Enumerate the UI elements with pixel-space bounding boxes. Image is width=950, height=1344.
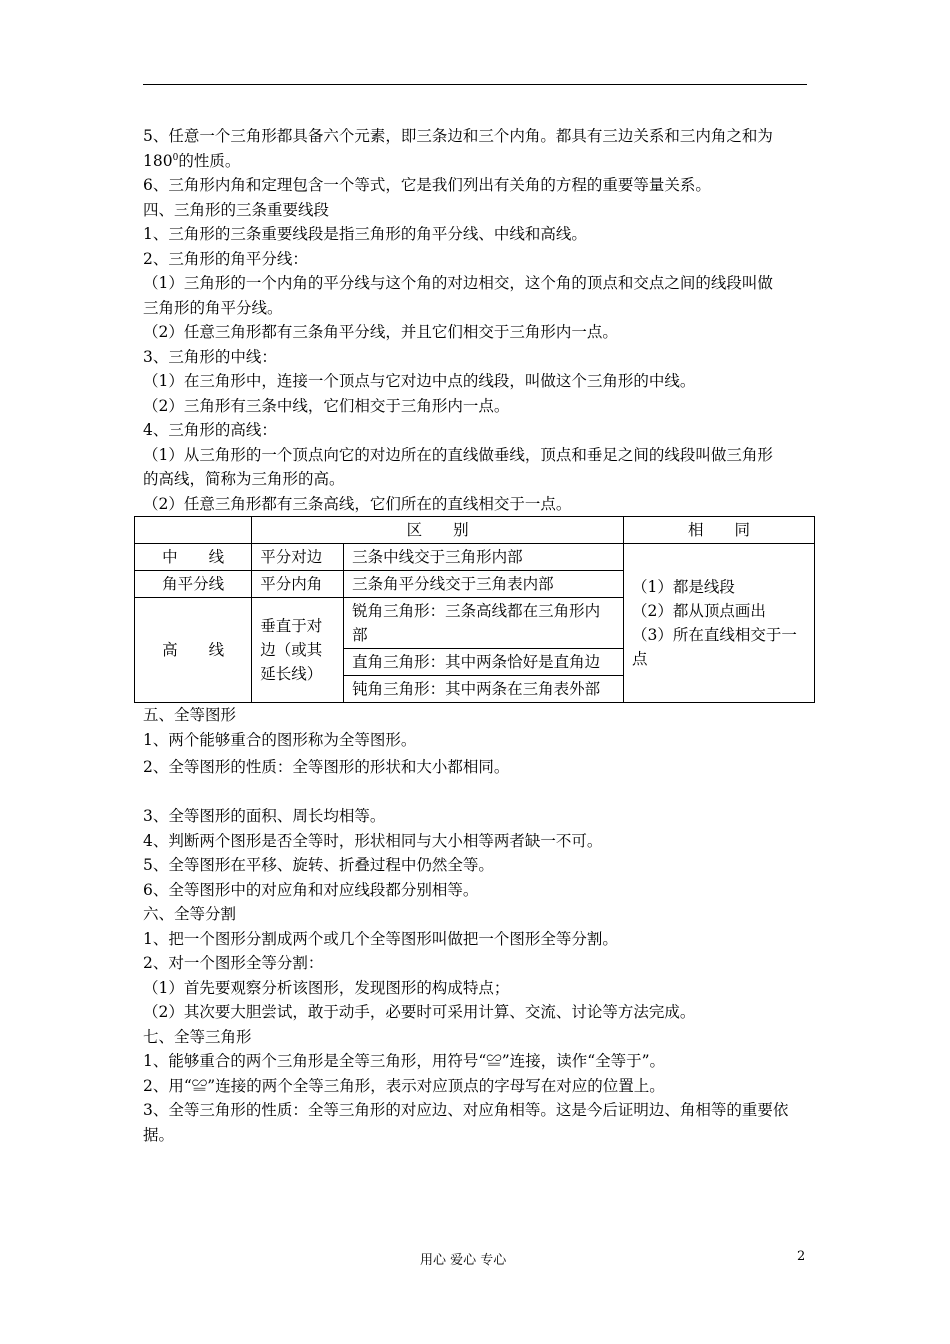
text-line: 4、判断两个图形是否全等时，形状相同与大小相等两者缺一不可。 (143, 831, 603, 850)
text-line: 1、能够重合的两个三角形是全等三角形，用符号“≌”连接，读作“全等于”。 (143, 1052, 666, 1070)
text-line: 1、三角形的三条重要线段是指三角形的角平分线、中线和高线。 (143, 225, 587, 243)
table-cell-name: 角平分线 (135, 571, 252, 598)
text-line: 2、用“≌”连接的两个全等三角形，表示对应顶点的字母写在对应的位置上。 (143, 1076, 665, 1095)
table-cell-prop: 三条角平分线交于三角表内部 (344, 571, 624, 598)
comparison-table (134, 516, 815, 703)
blank-line (143, 780, 813, 805)
same-item: （1）都是线段 (632, 578, 735, 596)
text-line: $180^0$的性质。 (143, 151, 241, 170)
text-line: 2、三角形的角平分线： (143, 249, 308, 268)
text-line: 1、把一个图形分割成两个或几个全等图形叫做把一个图形全等分割。 (143, 929, 618, 948)
text-line: （1）从三角形的一个顶点向它的对边所在的直线做垂线，顶点和垂足之间的线段叫做三角形 (143, 445, 773, 464)
table-cell-prop: 三条中线交于三角形内部 (344, 544, 624, 571)
text-line: （1）在三角形中，连接一个顶点与它对边中点的线段，叫做这个三角形的中线。 (143, 372, 696, 390)
text-line: 5、全等图形在平移、旋转、折叠过程中仍然全等。 (143, 856, 494, 874)
text-line: 5、任意一个三角形都具备六个元素，即三条边和三个内角。都具有三边关系和三内角之和为 (143, 127, 773, 145)
table-cell-name: 中 线 (135, 544, 252, 571)
table-cell-def: 平分内角 (252, 571, 344, 598)
section-heading: 七、全等三角形 (143, 1027, 252, 1046)
table-cell-def: 垂直于对边（或其延长线） (252, 598, 344, 703)
table-header-diff: 区 别 (252, 517, 624, 544)
text-line: 3、全等图形的面积、周长均相等。 (143, 807, 386, 825)
table-cell-prop: 直角三角形：其中两条恰好是直角边 (344, 649, 624, 676)
text-line: （2）任意三角形都有三条角平分线，并且它们相交于三角形内一点。 (143, 323, 618, 341)
text-line: 1、两个能够重合的图形称为全等图形。 (143, 730, 417, 749)
footer-motto: 用心 爱心 专心 (420, 1253, 507, 1268)
table-row (135, 544, 815, 571)
same-item: （3）所在直线相交于一点 (632, 626, 797, 668)
table-row (135, 517, 815, 544)
degree-sup: 0 (172, 152, 179, 163)
table-cell-name: 高 线 (135, 598, 252, 703)
text-line: 的高线，简称为三角形的高。 (143, 470, 345, 488)
text-line: （2）其次要大胆尝试，敢于动手，必要时可采用计算、交流、讨论等方法完成。 (143, 1003, 696, 1021)
text-line: 2、全等图形的性质：全等图形的形状和大小都相同。 (143, 758, 510, 776)
text-line: （1）首先要观察分析该图形，发现图形的构成特点； (143, 978, 510, 997)
table-cell-prop: 锐角三角形：三条高线都在三角形内部 (344, 598, 624, 649)
text-line: 3、全等三角形的性质：全等三角形的对应边、对应角相等。这是今后证明边、角相等的重要依 (143, 1101, 789, 1119)
text-line: （2）任意三角形都有三条高线，它们所在的直线相交于一点。 (143, 494, 572, 513)
text-line: 3、三角形的中线： (143, 347, 277, 366)
same-item: （2）都从顶点画出 (632, 602, 766, 620)
table-cell-def: 平分对边 (252, 544, 344, 571)
table-cell-prop: 钝角三角形：其中两条在三角表外部 (344, 676, 624, 703)
page-number: 2 (797, 1249, 806, 1264)
text-line: 据。 (143, 1125, 175, 1144)
text-line: （2）三角形有三条中线，它们相交于三角形内一点。 (143, 396, 510, 415)
table-header-same: 相 同 (624, 517, 815, 544)
section-heading: 六、全等分割 (143, 905, 237, 923)
text-line: 三角形的角平分线。 (143, 298, 283, 317)
header-rule (143, 84, 807, 85)
degree-value: 180 (143, 151, 173, 170)
section-heading: 五、全等图形 (143, 706, 237, 724)
text-line: 6、三角形内角和定理包含一个等式，它是我们列出有关角的方程的重要等量关系。 (143, 176, 711, 194)
text-line: （1）三角形的一个内角的平分线与这个角的对边相交，这个角的顶点和交点之间的线段叫做 (143, 274, 773, 292)
section-heading: 四、三角形的三条重要线段 (143, 200, 330, 219)
table-cell-empty (135, 517, 252, 544)
text-line: 6、全等图形中的对应角和对应线段都分别相等。 (143, 880, 479, 899)
text-line: 2、对一个图形全等分割： (143, 954, 324, 972)
text-line: 4、三角形的高线： (143, 421, 277, 439)
table-cell-same (624, 544, 815, 703)
document-body (143, 124, 813, 1147)
